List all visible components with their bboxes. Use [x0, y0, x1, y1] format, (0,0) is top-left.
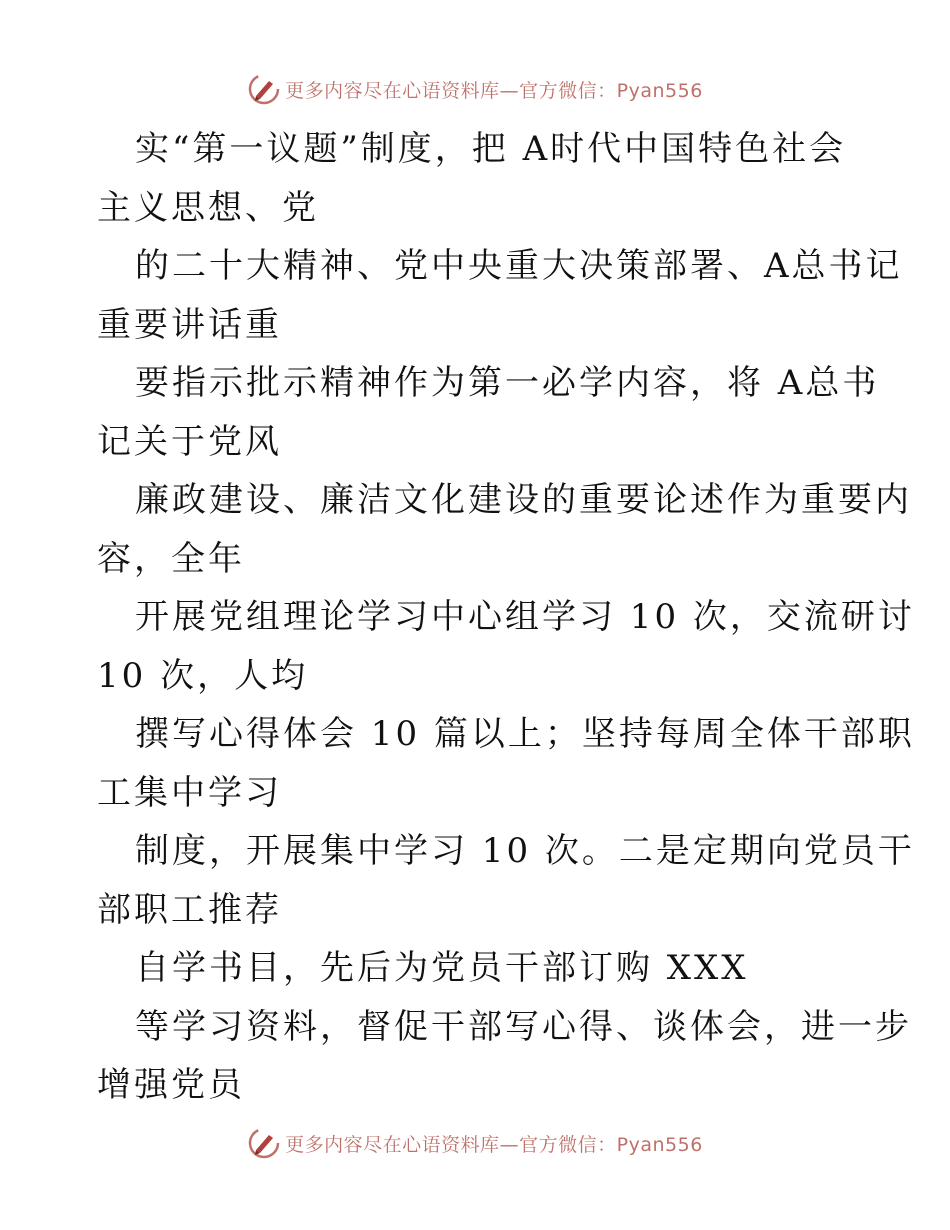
text-line: 重要讲话重	[97, 304, 282, 345]
watermark-text: 更多内容尽在心语资料库—官方微信：Pyan556	[285, 79, 703, 102]
text-line: 要指示批示精神作为第一必学内容，将 A总书	[135, 363, 880, 403]
text-line: 主义思想、党	[97, 187, 319, 228]
text-line: 开展党组理论学习中心组学习 10 次，交流研讨	[135, 597, 915, 637]
header-watermark	[0, 72, 950, 106]
text-line: 容，全年	[97, 538, 245, 579]
document-body	[97, 120, 915, 1115]
footer-watermark	[0, 1126, 950, 1160]
pen-logo-icon	[247, 1126, 281, 1160]
text-line: 等学习资料，督促干部写心得、谈体会，进一步	[135, 1006, 912, 1047]
text-line: 记关于党风	[97, 421, 282, 462]
text-line: 的二十大精神、党中央重大决策部署、A总书记	[135, 246, 903, 286]
text-line: 实“第一议题”制度，把 A时代中国特色社会	[135, 129, 847, 169]
text-line: 部职工推荐	[97, 889, 282, 930]
text-line: 自学书目，先后为党员干部订购 XXX	[135, 948, 749, 988]
text-line: 增强党员	[97, 1065, 245, 1105]
text-line: 工集中学习	[97, 772, 282, 813]
pen-logo-icon	[247, 72, 281, 106]
text-line: 廉政建设、廉洁文化建设的重要论述作为重要内	[135, 480, 912, 520]
text-line: 制度，开展集中学习 10 次。二是定期向党员干	[135, 831, 915, 871]
text-line: 10 次，人均	[97, 655, 309, 696]
watermark-text: 更多内容尽在心语资料库—官方微信：Pyan556	[285, 1133, 703, 1156]
text-line: 撰写心得体会 10 篇以上；坚持每周全体干部职	[135, 714, 915, 754]
